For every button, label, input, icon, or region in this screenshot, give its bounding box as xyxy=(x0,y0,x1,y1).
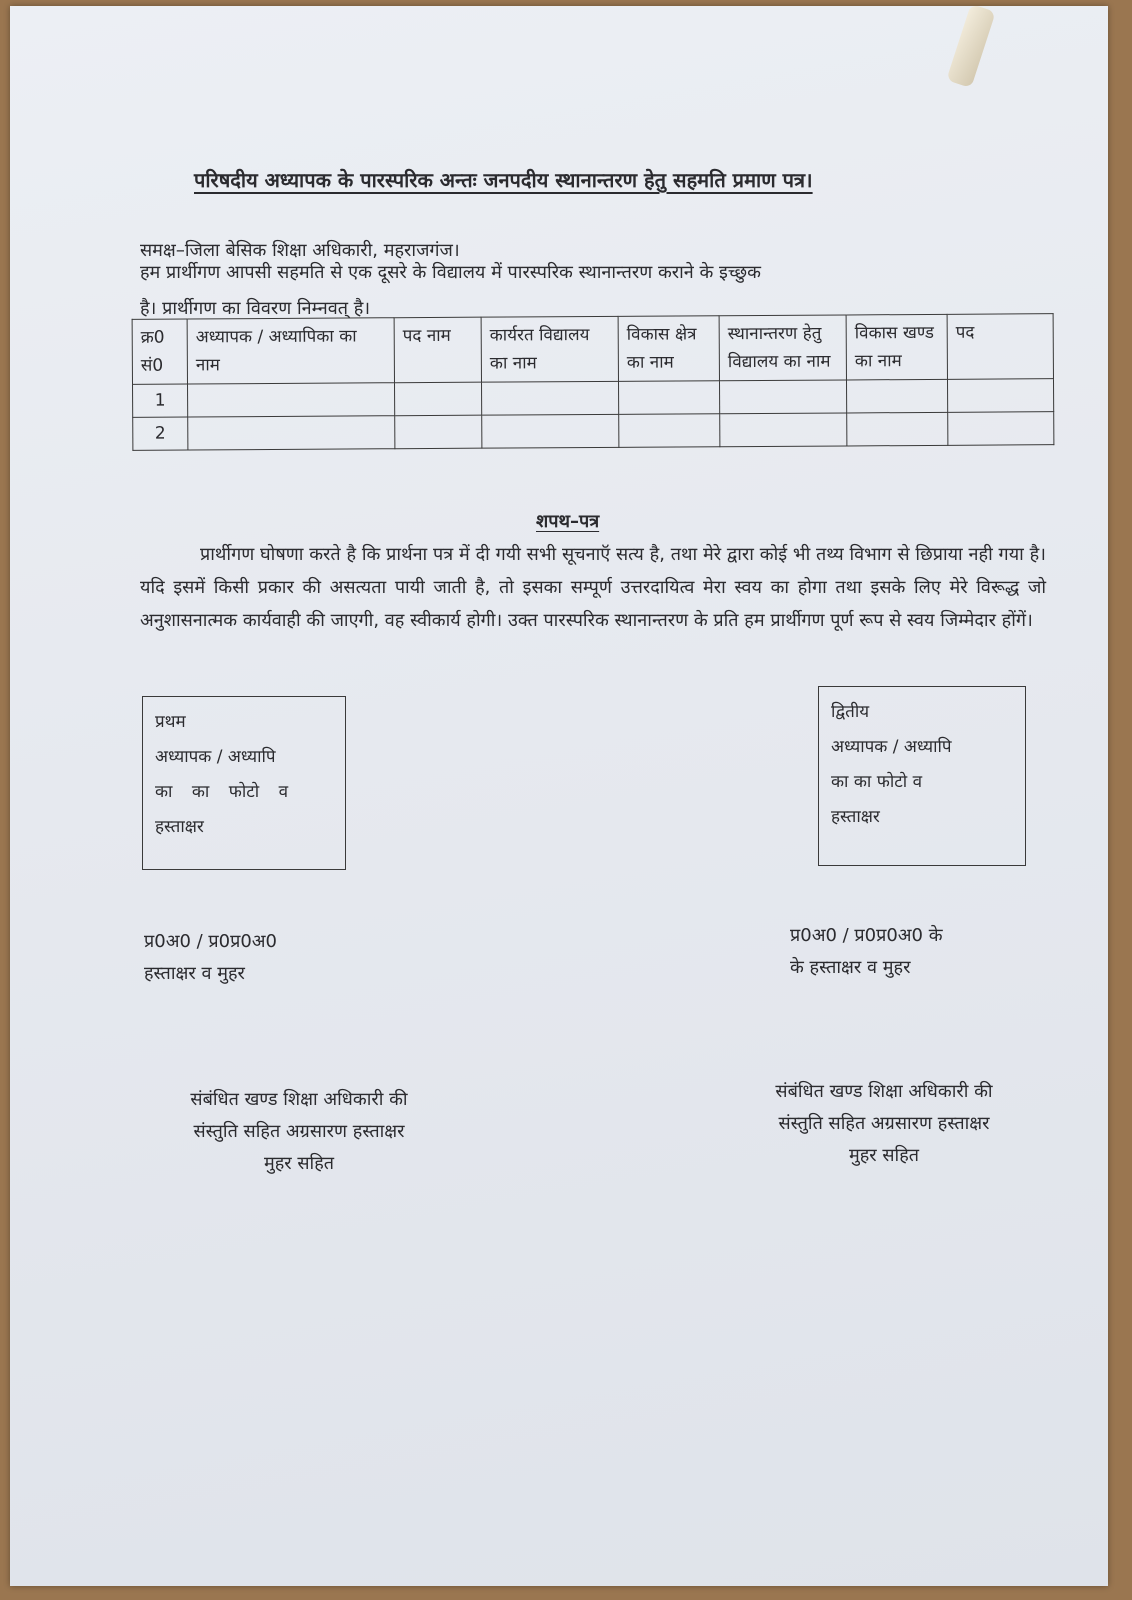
post-name-cell[interactable] xyxy=(395,415,482,449)
document-page xyxy=(10,6,1108,1586)
development-area-cell[interactable] xyxy=(618,381,719,415)
photo-box-label: अध्यापक / अध्यापि xyxy=(155,747,276,767)
oath-title: शपथ–पत्र xyxy=(536,511,600,532)
serial-number-cell: 2 xyxy=(133,417,188,450)
photo-box-label: हस्ताक्षर xyxy=(155,817,204,837)
development-block-cell[interactable] xyxy=(846,379,947,413)
photo-box-label: अध्यापक / अध्यापि xyxy=(831,737,952,757)
recommendation-label: संबंधित खण्ड शिक्षा अधिकारी की xyxy=(775,1081,993,1102)
current-school-cell[interactable] xyxy=(482,414,619,448)
header-transfer-school: स्थानान्तरण हेतु विद्यालय का नाम xyxy=(719,315,846,381)
binding-string xyxy=(946,4,995,88)
first-teacher-photo-box[interactable] xyxy=(142,696,346,870)
photo-box-label: का का फोटो व xyxy=(155,782,289,802)
table-row xyxy=(133,379,1054,418)
document-title: परिषदीय अध्यापक के पारस्परिक अन्तः जनपदीय स्थानान्तरण हेतु सहमति प्रमाण पत्र। xyxy=(194,168,813,192)
addressee-line: समक्ष–जिला बेसिक शिक्षा अधिकारी, महराजगंज। xyxy=(140,240,460,261)
signature-label: के हस्ताक्षर व मुहर xyxy=(790,957,911,978)
post-name-cell[interactable] xyxy=(395,382,482,416)
teacher-name-cell[interactable] xyxy=(188,416,395,450)
oath-paragraph: प्रार्थीगण घोषणा करते है कि प्रार्थना पत्र में दी गयी सभी सूचनाऍ सत्य है, तथा मेरे द्वारा कोई भी तथ्य विभाग से छिप्राया नही गया है। यदि इसमें किसी प्रकार की असत्यता पायी जाती है, तो इसका सम्पूर्ण उत्तरदायित्व मेरा स्वय का होगा तथा इसके लिए मेरे विरूद्ध जो अनुशासनात्मक कार्यवाही की जाएगी, वह स्वीकार्य होगी। उक्त पारस्परिक स्थानान्तरण के प्रति हम प्रार्थीगण पूर्ण रूप से स्वय जिम्मेदार होंगें। xyxy=(140,544,1046,631)
photo-box-label: द्वितीय xyxy=(831,702,870,722)
development-area-cell[interactable] xyxy=(619,414,720,448)
development-block-cell[interactable] xyxy=(847,412,948,446)
block-officer-recommendation-left xyxy=(140,1084,458,1180)
serial-number-cell: 1 xyxy=(133,384,188,417)
block-officer-recommendation-right xyxy=(724,1076,1044,1172)
transfer-school-cell[interactable] xyxy=(719,380,846,414)
header-post-name: पद नाम xyxy=(394,317,481,383)
intro-line-1: हम प्रार्थीगण आपसी सहमति से एक दूसरे के विद्यालय में पारस्परिक स्थानान्तरण कराने के इच्छुक xyxy=(140,262,761,283)
table-header-row xyxy=(132,314,1053,385)
header-development-area: विकास क्षेत्र का नाम xyxy=(618,316,719,382)
header-serial-number: क्र0 सं0 xyxy=(132,319,187,384)
recommendation-label: मुहर सहित xyxy=(848,1145,920,1166)
recommendation-label: संबंधित खण्ड शिक्षा अधिकारी की xyxy=(190,1089,408,1110)
recommendation-label: संस्तुति सहित अग्रसारण हस्ताक्षर xyxy=(193,1121,405,1142)
post-cell[interactable] xyxy=(947,379,1053,413)
second-teacher-photo-box[interactable] xyxy=(818,686,1026,866)
applicant-details-table xyxy=(132,313,1055,451)
header-post: पद xyxy=(947,314,1053,380)
signature-label: प्र0अ0 / प्र0प्र0अ0 xyxy=(144,931,277,952)
headmaster-signature-right xyxy=(790,920,943,984)
current-school-cell[interactable] xyxy=(481,381,618,415)
header-teacher-name: अध्यापक / अध्यापिका का नाम xyxy=(187,318,394,384)
recommendation-label: मुहर सहित xyxy=(263,1153,335,1174)
post-cell[interactable] xyxy=(948,412,1054,446)
photo-box-label: हस्ताक्षर xyxy=(831,807,880,827)
teacher-name-cell[interactable] xyxy=(188,383,395,417)
transfer-school-cell[interactable] xyxy=(720,413,847,447)
intro-line-2: है। प्रार्थीगण का विवरण निम्नवत् है। xyxy=(140,298,371,319)
recommendation-label: संस्तुति सहित अग्रसारण हस्ताक्षर xyxy=(778,1113,990,1134)
signature-label: हस्ताक्षर व मुहर xyxy=(144,963,245,984)
signature-label: प्र0अ0 / प्र0प्र0अ0 के xyxy=(790,925,943,946)
header-current-school: कार्यरत विद्यालय का नाम xyxy=(481,316,618,382)
photo-box-label: प्रथम xyxy=(155,712,186,732)
photo-box-label: का का फोटो व xyxy=(831,772,923,792)
headmaster-signature-left xyxy=(144,926,277,990)
table-row xyxy=(133,412,1054,451)
header-development-block: विकास खण्ड का नाम xyxy=(846,314,947,380)
